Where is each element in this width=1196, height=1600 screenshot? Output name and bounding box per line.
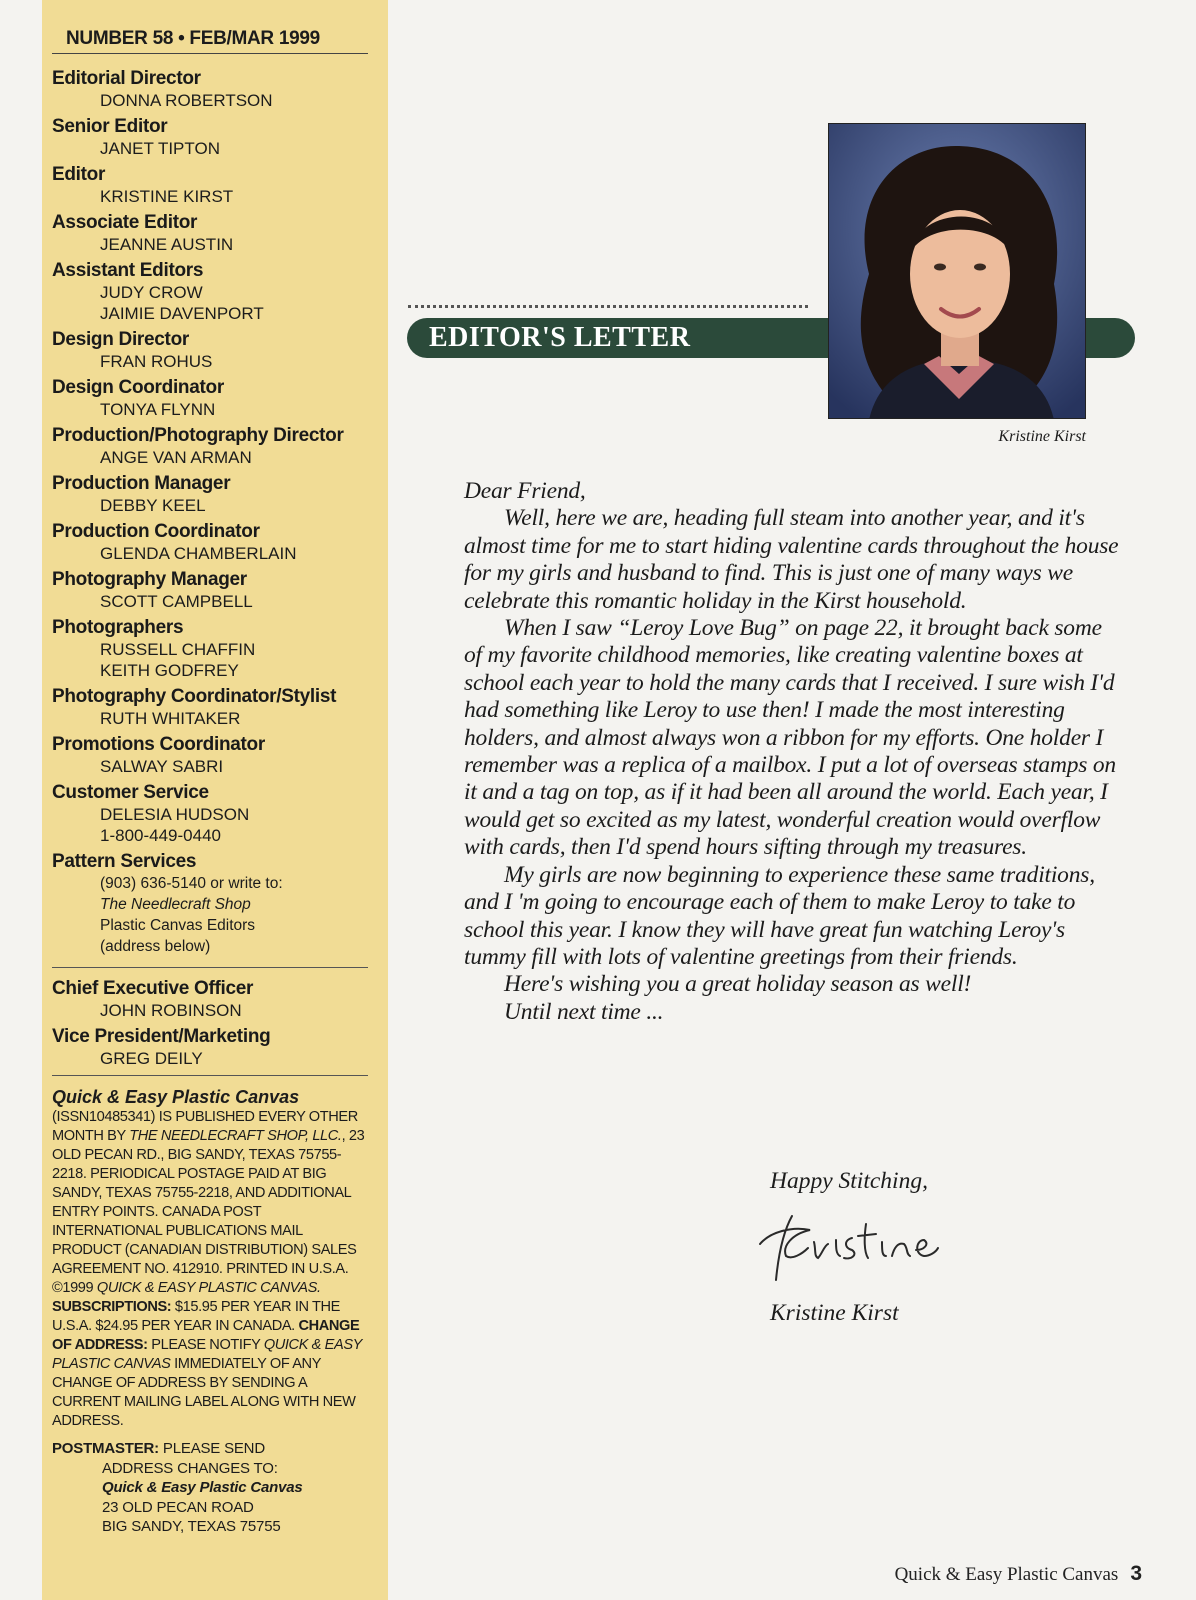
staff-role: Photography Coordinator/Stylist xyxy=(52,686,337,707)
staff-name: SALWAY SABRI xyxy=(100,757,224,776)
publication-title: Quick & Easy Plastic Canvas xyxy=(52,1087,300,1107)
staff-name: GREG DEILY xyxy=(100,1049,203,1068)
postmaster-line: ADDRESS CHANGES TO: xyxy=(102,1459,278,1477)
staff-entry xyxy=(52,1026,368,1069)
footer-publication: Quick & Easy Plastic Canvas xyxy=(894,1564,1119,1585)
staff-role: Associate Editor xyxy=(52,212,198,233)
change-of-address-title: QUICK & EASY PLASTIC CANVAS xyxy=(52,1337,362,1372)
staff-name: FRAN ROHUS xyxy=(100,352,213,371)
staff-entry xyxy=(52,425,368,468)
page-footer xyxy=(812,1562,1142,1586)
staff-name: JAIMIE DAVENPORT xyxy=(100,304,264,323)
letter-paragraph: Well, here we are, heading full steam into another year, and it's almost time for me to start hiding valentine cards throughout the house for my girls and husband to find. This is just one of many ways we celebrate this romantic holiday in the Kirst household. xyxy=(464,505,1119,614)
change-of-address-text: PLEASE NOTIFY xyxy=(147,1337,264,1353)
staff-name: RUSSELL CHAFFIN xyxy=(100,640,256,659)
issue-number: NUMBER 58 • FEB/MAR 1999 xyxy=(52,26,368,54)
pattern-services-note: (address below) xyxy=(100,938,211,955)
address-text: , 23 OLD PECAN RD., BIG SANDY, TEXAS 75755-2218. PERIODICAL POSTAGE PAID AT BIG SANDY, TEXAS 75755-2218, AND ADDITIONAL ENTRY POINTS. CANADA POST INTERNATIONAL PUBLICATIONS MAIL PRODUCT (CANADIAN DISTRIBUTION) SALES AGREEMENT NO. 412910. PRINTED IN U.S.A. ©1999 xyxy=(52,1128,365,1296)
staff-name: RUTH WHITAKER xyxy=(100,709,241,728)
pattern-services-editors: Plastic Canvas Editors xyxy=(100,917,256,934)
staff-entry xyxy=(52,686,368,729)
staff-entry xyxy=(52,116,368,159)
divider xyxy=(52,1075,368,1076)
issn-text: (ISSN10485341) IS PUBLISHED EVERY OTHER MONTH BY xyxy=(52,1109,358,1144)
staff-name: KRISTINE KIRST xyxy=(100,187,234,206)
staff-role: Senior Editor xyxy=(52,116,168,137)
postmaster-publication: Quick & Easy Plastic Canvas xyxy=(102,1479,303,1496)
masthead-sidebar xyxy=(42,0,388,1600)
postmaster-line: 23 OLD PECAN ROAD xyxy=(102,1498,254,1516)
staff-role: Chief Executive Officer xyxy=(52,978,254,999)
subscriptions-label: SUBSCRIPTIONS: xyxy=(52,1299,172,1315)
staff-entry xyxy=(52,734,368,777)
staff-role: Design Director xyxy=(52,329,189,350)
staff-role: Design Coordinator xyxy=(52,377,224,398)
postmaster-label: POSTMASTER: xyxy=(52,1440,159,1457)
staff-role: Production/Photography Director xyxy=(52,425,344,446)
customer-service-phone: 1-800-449-0440 xyxy=(100,826,221,845)
staff-name: JOHN ROBINSON xyxy=(100,1001,242,1020)
staff-role: Vice President/Marketing xyxy=(52,1026,271,1047)
letter-paragraph: When I saw “Leroy Love Bug” on page 22, it brought back some of my favorite childhood memories, like creating valentine boxes at school each year to hold the many cards that I received. I sure wish I'd had something like Leroy to use then! I made the most interesting holders, and almost always won a ribbon for my efforts. One holder I remember was a replica of a mailbox. I put a lot of overseas stamps on it and a tag on top, as if it had been all around the world. Each year, I would get so excited as my latest, wonderful creation would overflow with cards, then I'd spend hours sifting through my treasures. xyxy=(464,615,1116,861)
postmaster-line: BIG SANDY, TEXAS 75755 xyxy=(102,1518,281,1535)
staff-name: ANGE VAN ARMAN xyxy=(100,448,252,467)
staff-entry xyxy=(52,68,368,111)
staff-entry xyxy=(52,212,368,255)
staff-role: Editorial Director xyxy=(52,68,201,89)
letter-paragraph: Until next time ... xyxy=(504,998,664,1025)
staff-entry xyxy=(52,377,368,420)
staff-entry xyxy=(52,260,368,324)
staff-role: Production Manager xyxy=(52,473,231,494)
staff-entry xyxy=(52,164,368,207)
staff-name: DELESIA HUDSON xyxy=(100,805,250,824)
postmaster-text: PLEASE SEND xyxy=(158,1440,265,1457)
staff-role: Photographers xyxy=(52,617,184,638)
publication-statement xyxy=(52,1108,368,1431)
staff-entry xyxy=(52,473,368,516)
letter-closing: Happy Stitching, xyxy=(770,1168,928,1194)
letter-signer: Kristine Kirst xyxy=(770,1300,899,1326)
staff-role: Production Coordinator xyxy=(52,521,260,542)
copyright-title: QUICK & EASY PLASTIC CANVAS. xyxy=(96,1280,321,1296)
letter-paragraph: Here's wishing you a great holiday season as well! xyxy=(504,971,972,998)
staff-role: Photography Manager xyxy=(52,569,247,590)
staff-name: JANET TIPTON xyxy=(100,139,220,158)
staff-role: Promotions Coordinator xyxy=(52,734,265,755)
staff-name: SCOTT CAMPBELL xyxy=(100,592,253,611)
staff-entry xyxy=(52,617,368,681)
pattern-services xyxy=(52,851,368,957)
subscriptions-text: $15.95 PER YEAR IN THE U.S.A. $24.95 PER YEAR IN CANADA. xyxy=(52,1299,340,1334)
staff-name: KEITH GODFREY xyxy=(100,661,239,680)
page-number: 3 xyxy=(1130,1562,1142,1585)
staff-role: Pattern Services xyxy=(52,851,197,872)
change-of-address-text-2: IMMEDIATELY OF ANY CHANGE OF ADDRESS BY SENDING A CURRENT MAILING LABEL ALONG WITH NEW ADDRESS. xyxy=(52,1356,356,1429)
divider xyxy=(52,967,368,968)
pattern-services-shop: The Needlecraft Shop xyxy=(100,896,251,913)
handwritten-signature xyxy=(752,1204,942,1284)
pattern-services-phone: (903) 636-5140 or write to: xyxy=(100,875,283,892)
publisher-name: THE NEEDLECRAFT SHOP, LLC. xyxy=(129,1128,342,1144)
staff-name: TONYA FLYNN xyxy=(100,400,216,419)
photo-caption: Kristine Kirst xyxy=(998,428,1086,445)
letter-paragraph: My girls are now beginning to experience these same traditions, and I 'm going to encourage each of them to make Leroy to take to school this year. I know they will have great fun watching Leroy's tummy fill with lots of valentine greetings from their friends. xyxy=(464,861,1095,970)
editor-letter xyxy=(464,478,1124,1026)
portrait-illustration xyxy=(829,124,1086,419)
change-of-address-label: CHANGE OF ADDRESS: xyxy=(52,1318,360,1353)
staff-name: DONNA ROBERTSON xyxy=(100,91,273,110)
staff-entry xyxy=(52,521,368,564)
staff-role: Editor xyxy=(52,164,106,185)
staff-entry xyxy=(52,569,368,612)
dotted-rule xyxy=(408,305,808,308)
postmaster-notice xyxy=(52,1439,368,1537)
staff-role: Customer Service xyxy=(52,782,209,803)
staff-name: GLENDA CHAMBERLAIN xyxy=(100,544,297,563)
staff-entry xyxy=(52,329,368,372)
staff-name: JEANNE AUSTIN xyxy=(100,235,234,254)
editor-photo xyxy=(828,123,1086,419)
letter-salutation: Dear Friend, xyxy=(464,478,586,504)
section-banner: EDITOR'S LETTER xyxy=(407,318,1135,358)
staff-entry xyxy=(52,782,368,846)
staff-name: DEBBY KEEL xyxy=(100,496,206,515)
staff-role: Assistant Editors xyxy=(52,260,204,281)
staff-entry xyxy=(52,978,368,1021)
staff-name: JUDY CROW xyxy=(100,283,203,302)
